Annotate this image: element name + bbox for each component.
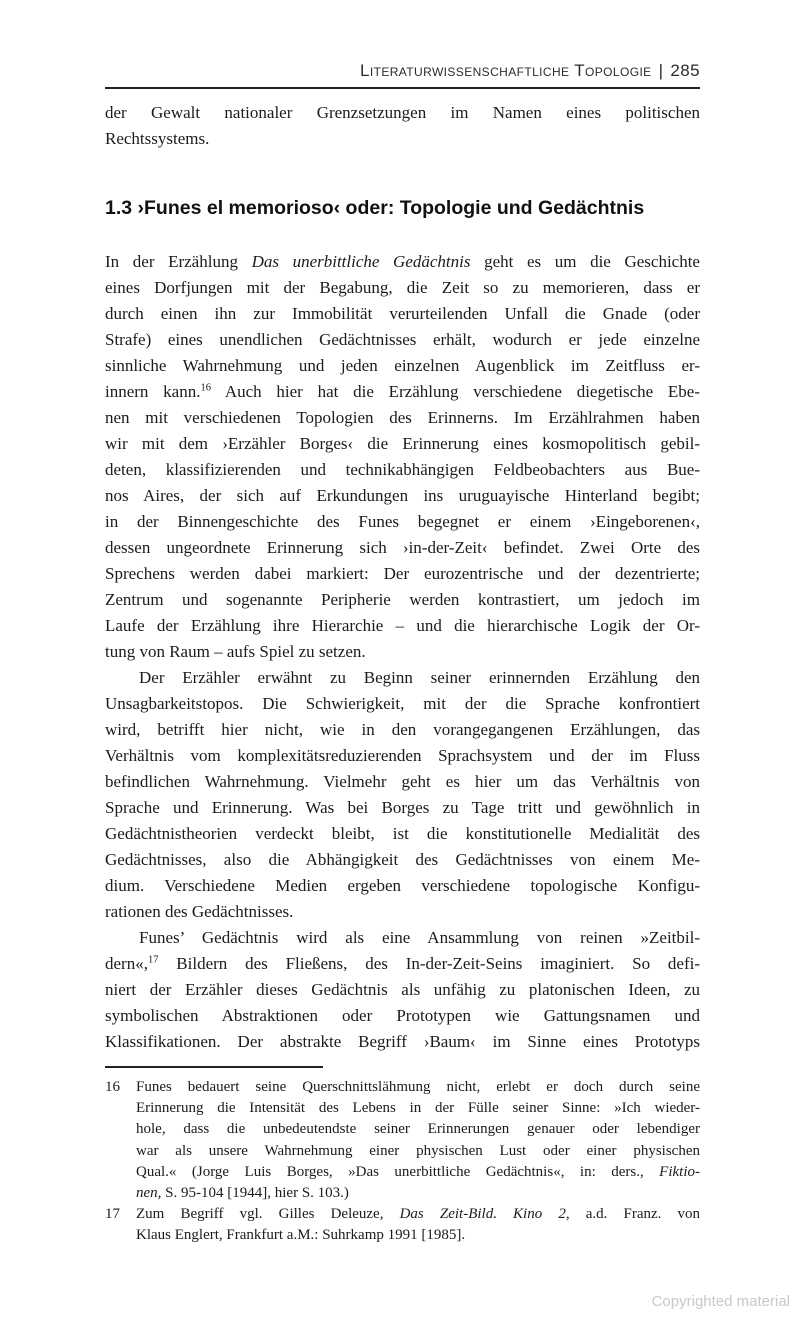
text-segment: Zentrum und sogenannte Peripherie werden kontrastiert, um jedoch im <box>105 590 700 609</box>
text-line <box>136 1098 700 1119</box>
text-line <box>105 639 700 665</box>
text-segment: nos Aires, der sich auf Erkundungen ins uruguayische Hinterland begibt; <box>105 486 700 505</box>
text-line <box>105 483 700 509</box>
paragraph <box>105 100 700 152</box>
text-segment: tung von Raum – aufs Spiel zu setzen. <box>105 642 366 661</box>
text-line <box>105 353 700 379</box>
paragraph <box>105 665 700 925</box>
text-segment: symbolischen Abstraktionen oder Prototypen wie Gattungsnamen und <box>105 1006 700 1025</box>
text-segment: Qual.« (Jorge Luis Borges, »Das unerbittliche Gedächtnis«, in: ders., <box>136 1163 660 1180</box>
section-heading: 1.3 ›Funes el memorioso‹ oder: Topologie und Gedächtnis <box>105 197 645 219</box>
running-title: Literaturwissenschaftliche Topologie <box>360 61 652 80</box>
text-line <box>105 249 700 275</box>
text-segment: deten, klassifizierenden und technikabhängigen Feldbeobachters aus Bue- <box>105 460 700 479</box>
text-segment: sinnliche Wahrnehmung und jeden einzelnen Augenblick im Zeitfluss er- <box>105 356 700 375</box>
text-line <box>105 405 700 431</box>
text-line <box>105 535 700 561</box>
text-line <box>136 1204 700 1225</box>
text-segment: Gedächtnisses, also die Abhängigkeit des Gedächtnisses von einem Me- <box>105 850 700 869</box>
text-segment: Der Erzähler erwähnt zu Beginn seiner erinnernden Erzählung den <box>139 668 700 687</box>
text-segment: nen mit verschiedenen Topologien des Erinnerns. Im Erzählrahmen haben <box>105 408 700 427</box>
text-line <box>105 327 700 353</box>
footnote <box>105 1077 700 1204</box>
text-segment: Verhältnis vom komplexitätsreduzierenden Sprachsystem und der im Fluss <box>105 746 700 765</box>
text-line <box>105 951 700 977</box>
footnote-body <box>136 1077 700 1204</box>
running-header <box>105 61 700 81</box>
text-line <box>105 100 700 126</box>
text-line <box>105 613 700 639</box>
text-segment: niert der Erzähler dieses Gedächtnis als unfähig zu platonischen Ideen, zu <box>105 980 700 999</box>
footnote-ref: 17 <box>147 954 159 966</box>
text-segment: , S. 95-104 [1944], hier S. 103.) <box>157 1185 349 1202</box>
continuation-paragraph <box>105 100 700 152</box>
text-segment: , a.d. Franz. von <box>565 1206 700 1223</box>
text-segment: wird, betrifft hier nicht, wie in den vorangegangenen Erzählungen, das <box>105 720 700 739</box>
page-number: 285 <box>670 61 700 80</box>
text-line <box>105 561 700 587</box>
text-segment: rationen des Gedächtnisses. <box>105 902 294 921</box>
text-segment: Laufe der Erzählung ihre Hierarchie – und die hierarchische Logik der Or- <box>105 616 700 635</box>
footnote-number: 17 <box>105 1206 120 1223</box>
text-segment: Das Zeit-Bild. Kino 2 <box>399 1206 566 1223</box>
text-line <box>105 587 700 613</box>
text-line <box>105 769 700 795</box>
text-segment: Zum Begriff vgl. Gilles Deleuze, <box>136 1206 400 1223</box>
footnote-rule <box>105 1066 323 1068</box>
text-line <box>105 431 700 457</box>
text-line <box>105 457 700 483</box>
text-line <box>105 379 700 405</box>
text-segment: dern«, <box>105 954 148 973</box>
text-segment: Klassifikationen. Der abstrakte Begriff ›Baum‹ im Sinne eines Prototyps <box>105 1032 700 1051</box>
text-segment: nen <box>136 1185 158 1202</box>
watermark: Copyrighted material <box>651 1293 790 1310</box>
paragraph <box>105 249 700 665</box>
text-segment: geht es um die Geschichte <box>470 252 700 271</box>
text-line <box>105 795 700 821</box>
text-line <box>105 743 700 769</box>
text-segment: Unsagbarkeitstopos. Die Schwierigkeit, mit der die Sprache konfrontiert <box>105 694 700 713</box>
text-segment: hole, dass die unbedeutendste seiner Erinnerungen genauer oder lebendiger <box>136 1121 700 1138</box>
text-segment: Gedächtnistheorien verdeckt bleibt, ist die konstitutionelle Medialität des <box>105 824 700 843</box>
footnote-number: 16 <box>105 1079 120 1095</box>
text-segment: Rechtssystems. <box>105 129 210 148</box>
text-line <box>105 509 700 535</box>
footnote-ref: 16 <box>200 382 212 394</box>
text-segment: Erinnerung die Intensität des Lebens in der Fülle seiner Sinne: »Ich wieder- <box>136 1100 700 1117</box>
text-segment: eines Dorfjungen mit der Begabung, die Zeit so zu memorieren, dass er <box>105 278 700 297</box>
text-line <box>105 691 700 717</box>
text-segment: der Gewalt nationaler Grenzsetzungen im Namen eines politischen <box>105 103 700 122</box>
text-line <box>105 126 700 152</box>
text-line <box>105 665 700 691</box>
text-segment: Sprechens werden dabei markiert: Der eurozentrische und der dezentrierte; <box>105 564 700 583</box>
header-separator: | <box>658 61 664 80</box>
text-line <box>136 1162 700 1183</box>
text-line <box>105 925 700 951</box>
text-segment: In der Erzählung <box>105 252 252 271</box>
text-line <box>105 301 700 327</box>
text-line <box>105 977 700 1003</box>
text-segment: Klaus Englert, Frankfurt a.M.: Suhrkamp 1991 [1985]. <box>136 1227 466 1244</box>
text-segment: dium. Verschiedene Medien ergeben verschiedene topologische Konfigu- <box>105 876 700 895</box>
text-line <box>136 1141 700 1162</box>
text-line <box>136 1119 700 1140</box>
text-segment: innern kann. <box>105 382 201 401</box>
text-segment: Bildern des Fließens, des In-der-Zeit-Seins imaginiert. So defi- <box>158 954 700 973</box>
text-segment: war als unsere Wahrnehmung einer physischen Lust oder einer physischen <box>136 1142 700 1159</box>
text-segment: wir mit dem ›Erzähler Borges‹ die Erinnerung eines kosmopolitisch gebil- <box>105 434 700 453</box>
text-line <box>105 1029 700 1055</box>
text-line <box>105 275 700 301</box>
text-line <box>105 821 700 847</box>
text-segment: Funes bedauert seine Querschnittslähmung nicht, erlebt er doch durch seine <box>136 1079 700 1095</box>
footnotes <box>105 1077 700 1247</box>
text-segment: durch einen ihn zur Immobilität verurteilenden Unfall die Gnade (oder <box>105 304 700 323</box>
text-line <box>105 717 700 743</box>
footnote <box>105 1204 700 1246</box>
text-line <box>136 1225 700 1246</box>
footnote-body <box>136 1204 700 1246</box>
text-line <box>105 873 700 899</box>
text-segment: Fiktio- <box>659 1163 700 1180</box>
text-segment: Funes’ Gedächtnis wird als eine Ansammlung von reinen »Zeitbil- <box>139 928 700 947</box>
text-line <box>136 1077 700 1098</box>
text-line <box>105 1003 700 1029</box>
body-text <box>105 249 700 1055</box>
text-segment: in der Binnengeschichte des Funes begegnet er einem ›Eingeborenen‹, <box>105 512 700 531</box>
text-line <box>105 899 700 925</box>
text-segment: Das unerbittliche Gedächtnis <box>251 252 471 271</box>
text-line <box>105 847 700 873</box>
text-segment: dessen ungeordnete Erinnerung sich ›in-der-Zeit‹ befindet. Zwei Orte des <box>105 538 700 557</box>
text-segment: befindlichen Wahrnehmung. Vielmehr geht es hier um das Verhältnis von <box>105 772 700 791</box>
text-segment: Sprache und Erinnerung. Was bei Borges zu Tage tritt und gewöhnlich in <box>105 798 700 817</box>
header-rule <box>105 87 700 89</box>
text-segment: Strafe) eines unendlichen Gedächtnisses erhält, wodurch er jede einzelne <box>105 330 700 349</box>
text-line <box>136 1183 700 1204</box>
text-segment: Auch hier hat die Erzählung verschiedene diegetische Ebe- <box>211 382 700 401</box>
paragraph <box>105 925 700 1055</box>
